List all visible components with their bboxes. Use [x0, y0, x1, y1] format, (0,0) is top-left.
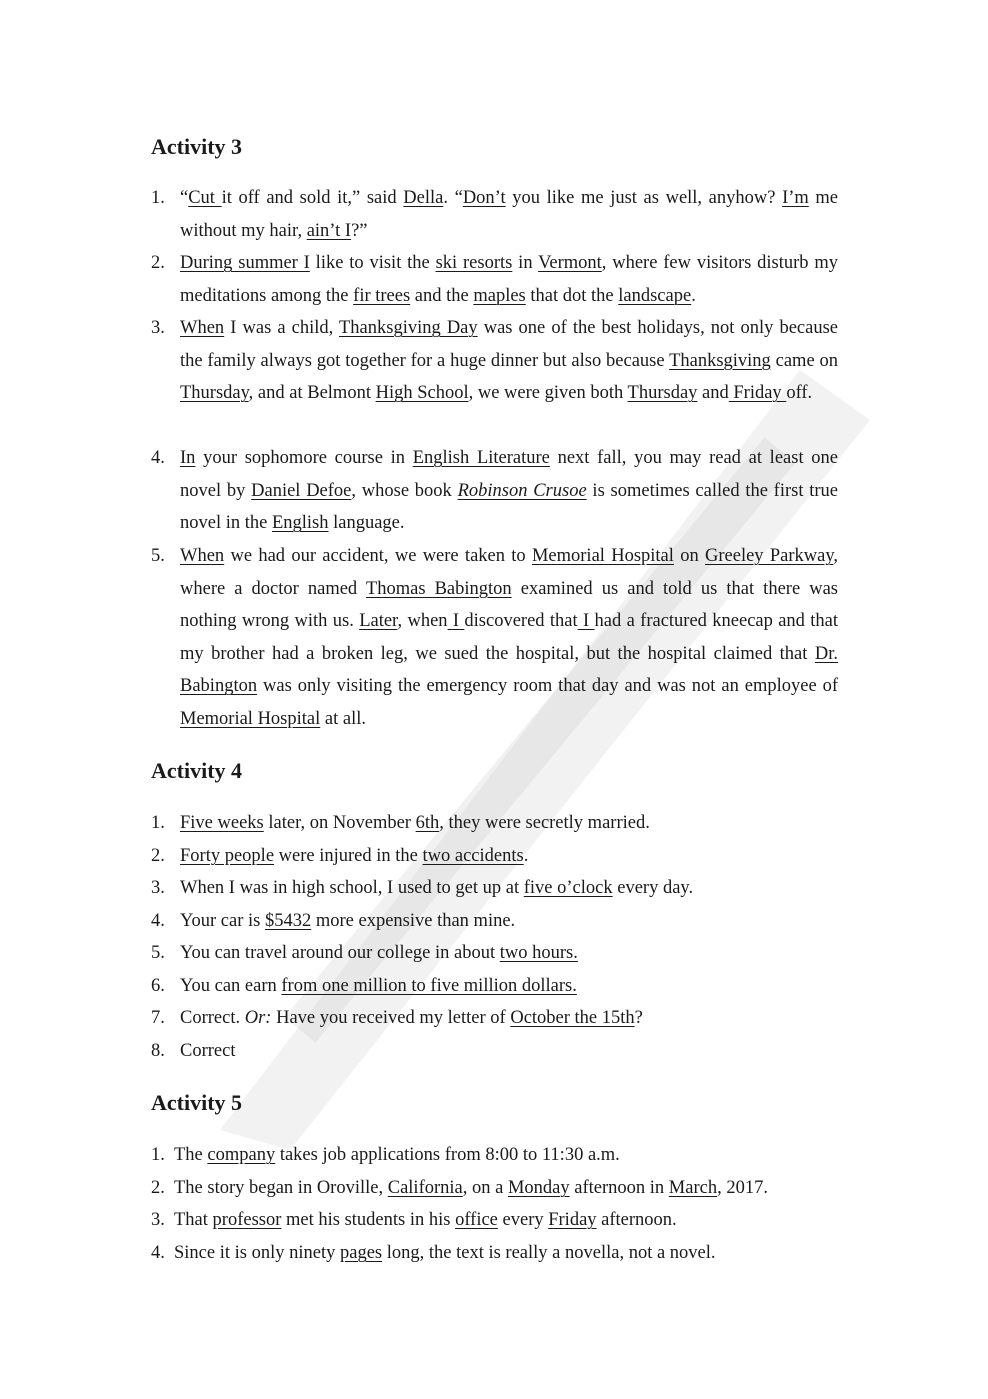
- underlined-phrase: In: [180, 448, 196, 468]
- activity-4-item-4: [151, 905, 838, 938]
- text-run: language.: [328, 513, 405, 534]
- item-text: [180, 937, 838, 970]
- underlined-phrase: I’m: [782, 188, 809, 208]
- text-run: , and at Belmont: [248, 383, 376, 404]
- activity-4-item-6: [151, 970, 838, 1003]
- text-run: we had our accident, we were taken to: [224, 546, 532, 566]
- activity-4-item-7: [151, 1002, 838, 1035]
- text-run: When I was in high school, I used to get up at: [180, 878, 524, 898]
- italic-phrase: Or:: [244, 1008, 272, 1028]
- item-text: [180, 905, 838, 938]
- text-run: every day.: [612, 878, 694, 898]
- activity-5-item-4: [151, 1237, 838, 1270]
- activity-3-item-1: [151, 182, 838, 247]
- item-number: 5.: [151, 546, 165, 566]
- underlined-phrase: Cut: [188, 188, 222, 208]
- text-run: and: [697, 383, 729, 404]
- underlined-phrase: Dr. Babington: [180, 643, 838, 697]
- item-text: [174, 1237, 838, 1270]
- text-run: You can earn: [180, 976, 282, 996]
- text-run: every: [497, 1210, 549, 1230]
- item-number: 3.: [151, 1210, 165, 1230]
- text-run: , we were given both: [468, 383, 628, 404]
- item-text: [180, 872, 838, 905]
- item-number: 3.: [151, 318, 165, 338]
- text-run: , 2017.: [717, 1178, 768, 1198]
- activity-3-item-4: [151, 442, 838, 540]
- text-run: Your car is: [180, 911, 265, 931]
- text-run: ?: [634, 1008, 643, 1028]
- text-run: in: [512, 253, 539, 273]
- text-run: .: [691, 285, 696, 306]
- text-run: came on: [770, 350, 838, 371]
- text-run: , on a: [462, 1178, 508, 1198]
- text-run: was one of the best holidays, not only because the family always got together for a huge dinner but also because: [180, 318, 838, 371]
- text-run: .: [523, 846, 529, 866]
- text-run: takes job applications from 8:00 to 11:30 a.m.: [275, 1145, 620, 1165]
- item-text: [180, 1002, 838, 1035]
- text-run: discovered that: [464, 611, 578, 632]
- item-number: 8.: [151, 1041, 165, 1061]
- underlined-phrase: company: [207, 1145, 276, 1165]
- text-run: your sophomore course in: [195, 448, 413, 468]
- item-text: [180, 247, 838, 312]
- text-run: were injured in the: [274, 846, 423, 866]
- text-run: , where a doctor named: [180, 546, 838, 599]
- activity-4-item-2: [151, 840, 838, 873]
- underlined-phrase: Della: [403, 188, 444, 208]
- text-run: and the: [410, 285, 474, 306]
- underlined-phrase: Thanksgiving: [669, 350, 771, 371]
- underlined-phrase: ski resorts: [435, 253, 513, 273]
- item-number: 1.: [151, 1145, 165, 1165]
- item-text: [174, 1172, 838, 1205]
- text-run: it off and sold it,” said: [221, 188, 404, 208]
- text-run: like to visit the: [309, 253, 436, 273]
- activity-3-item-5: [151, 540, 838, 736]
- underlined-phrase: office: [455, 1210, 498, 1230]
- text-run: , they were secretly married.: [439, 813, 650, 833]
- underlined-phrase: Vermont: [538, 253, 602, 273]
- underlined-phrase: five o’clock: [523, 878, 613, 898]
- underlined-phrase: When: [180, 318, 225, 338]
- activity-5-item-3: [151, 1204, 838, 1237]
- underlined-phrase: Friday: [548, 1210, 597, 1230]
- activity-5-item-2: [151, 1172, 838, 1205]
- underlined-phrase: Daniel Defoe: [251, 480, 352, 501]
- activity-5-heading: Activity 5: [151, 1090, 243, 1115]
- underlined-phrase: Memorial Hospital: [531, 546, 674, 566]
- activity-3-heading: Activity 3: [151, 134, 243, 159]
- activity-4-heading: Activity 4: [151, 758, 243, 783]
- item-text: [180, 1035, 838, 1068]
- item-number: 2.: [151, 846, 165, 866]
- item-text: [174, 1139, 838, 1172]
- underlined-phrase: Thursday: [180, 383, 249, 404]
- text-run: The: [174, 1145, 208, 1165]
- item-number: 4.: [151, 911, 165, 931]
- item-text: [180, 182, 838, 247]
- underlined-phrase: English Literature: [412, 448, 550, 468]
- text-run: You can travel around our college in about: [180, 943, 500, 963]
- text-run: long, the text is really a novella, not a novel.: [382, 1243, 716, 1263]
- item-text: [180, 970, 838, 1003]
- underlined-phrase: English: [271, 513, 329, 534]
- text-run: next fall, you may read at least one novel by: [180, 448, 838, 501]
- text-run: , when: [397, 611, 448, 632]
- text-run: Since it is only ninety: [174, 1243, 340, 1263]
- underlined-phrase: Five weeks: [180, 813, 264, 833]
- item-number: 5.: [151, 943, 165, 963]
- underlined-phrase: $5432: [264, 911, 312, 931]
- text-run: is sometimes called the first true novel in the: [180, 480, 839, 534]
- underlined-phrase: fir trees: [353, 285, 411, 306]
- underlined-phrase: ain’t I: [306, 220, 352, 241]
- text-run: had a fractured kneecap and that my brother had a broken leg, we sued the hospital, but the hospital claimed that: [180, 611, 839, 664]
- item-number: 4.: [151, 1243, 165, 1263]
- text-run: later, on November: [263, 813, 416, 833]
- underlined-phrase: Later: [359, 611, 398, 632]
- underlined-phrase: 6th: [415, 813, 440, 833]
- underlined-phrase: Memorial Hospital: [180, 708, 321, 729]
- underlined-phrase: I: [577, 611, 595, 632]
- text-run: , where few visitors disturb my meditations among the: [180, 253, 838, 306]
- activity-5-item-1: [151, 1139, 838, 1172]
- text-run: that dot the: [525, 285, 619, 306]
- text-run: off.: [786, 383, 813, 404]
- underlined-phrase: When: [180, 546, 225, 566]
- text-run: more expensive than mine.: [311, 911, 516, 931]
- underlined-phrase: I: [447, 611, 465, 632]
- text-run: was only visiting the emergency room that day and was not an employee of: [257, 676, 838, 697]
- underlined-phrase: Thomas Babington: [365, 578, 512, 599]
- item-number: 1.: [151, 813, 165, 833]
- text-run: examined us and told us that there was nothing wrong with us.: [180, 578, 838, 632]
- underlined-phrase: Forty people: [180, 846, 275, 866]
- underlined-phrase: landscape: [618, 285, 692, 306]
- text-run: me without my hair,: [180, 188, 839, 241]
- text-run: Correct: [180, 1041, 236, 1061]
- underlined-phrase: from one million to five million dollars.: [281, 976, 577, 996]
- underlined-phrase: maples: [473, 285, 526, 306]
- item-number: 3.: [151, 878, 165, 898]
- underlined-phrase: March: [668, 1178, 718, 1198]
- item-text: [174, 1204, 838, 1237]
- underlined-phrase: pages: [339, 1243, 383, 1263]
- activity-4-item-3: [151, 872, 838, 905]
- underlined-phrase: Monday: [507, 1178, 570, 1198]
- underlined-phrase: Thanksgiving Day: [339, 318, 478, 338]
- item-number: 4.: [151, 448, 165, 468]
- text-run: on: [673, 546, 705, 566]
- underlined-phrase: professor: [212, 1210, 282, 1230]
- item-number: 6.: [151, 976, 165, 996]
- item-text: [180, 840, 838, 873]
- underlined-phrase: Greeley Parkway: [705, 546, 834, 566]
- text-run: Have you received my letter of: [271, 1008, 511, 1028]
- text-run: Correct.: [180, 1008, 245, 1028]
- item-text: [180, 807, 838, 840]
- underlined-phrase: October the 15th: [510, 1008, 635, 1028]
- text-run: at all.: [320, 708, 366, 729]
- underlined-phrase: Robinson Crusoe: [457, 480, 587, 501]
- item-text: [180, 540, 838, 736]
- text-run: afternoon.: [596, 1210, 677, 1230]
- text-run: I was a child,: [224, 318, 339, 338]
- activity-4-item-1: [151, 807, 838, 840]
- underlined-phrase: Don’t: [462, 188, 506, 208]
- underlined-phrase: Friday: [728, 383, 787, 404]
- underlined-phrase: California: [387, 1178, 463, 1198]
- item-number: 7.: [151, 1008, 165, 1028]
- text-run: That: [174, 1210, 213, 1230]
- underlined-phrase: two hours.: [499, 943, 578, 963]
- text-run: ?”: [351, 220, 368, 241]
- item-text: [180, 312, 838, 410]
- text-run: you like me just as well, anyhow?: [505, 188, 783, 208]
- underlined-phrase: two accidents: [422, 846, 524, 866]
- activity-4-item-8: [151, 1035, 838, 1068]
- underlined-phrase: Thursday: [627, 383, 698, 404]
- underlined-phrase: High School: [375, 383, 469, 404]
- text-run: “: [180, 188, 189, 208]
- item-number: 2.: [151, 253, 165, 273]
- activity-3-item-3: [151, 312, 838, 410]
- item-number: 1.: [151, 188, 165, 208]
- text-run: . “: [443, 188, 463, 208]
- activity-4-item-5: [151, 937, 838, 970]
- item-number: 2.: [151, 1178, 165, 1198]
- text-run: afternoon in: [569, 1178, 669, 1198]
- text-run: , whose book: [351, 480, 458, 501]
- text-run: The story began in Oroville,: [174, 1178, 388, 1198]
- underlined-phrase: During summer I: [180, 253, 310, 273]
- text-run: met his students in his: [281, 1210, 456, 1230]
- item-text: [180, 442, 838, 540]
- activity-3-item-2: [151, 247, 838, 312]
